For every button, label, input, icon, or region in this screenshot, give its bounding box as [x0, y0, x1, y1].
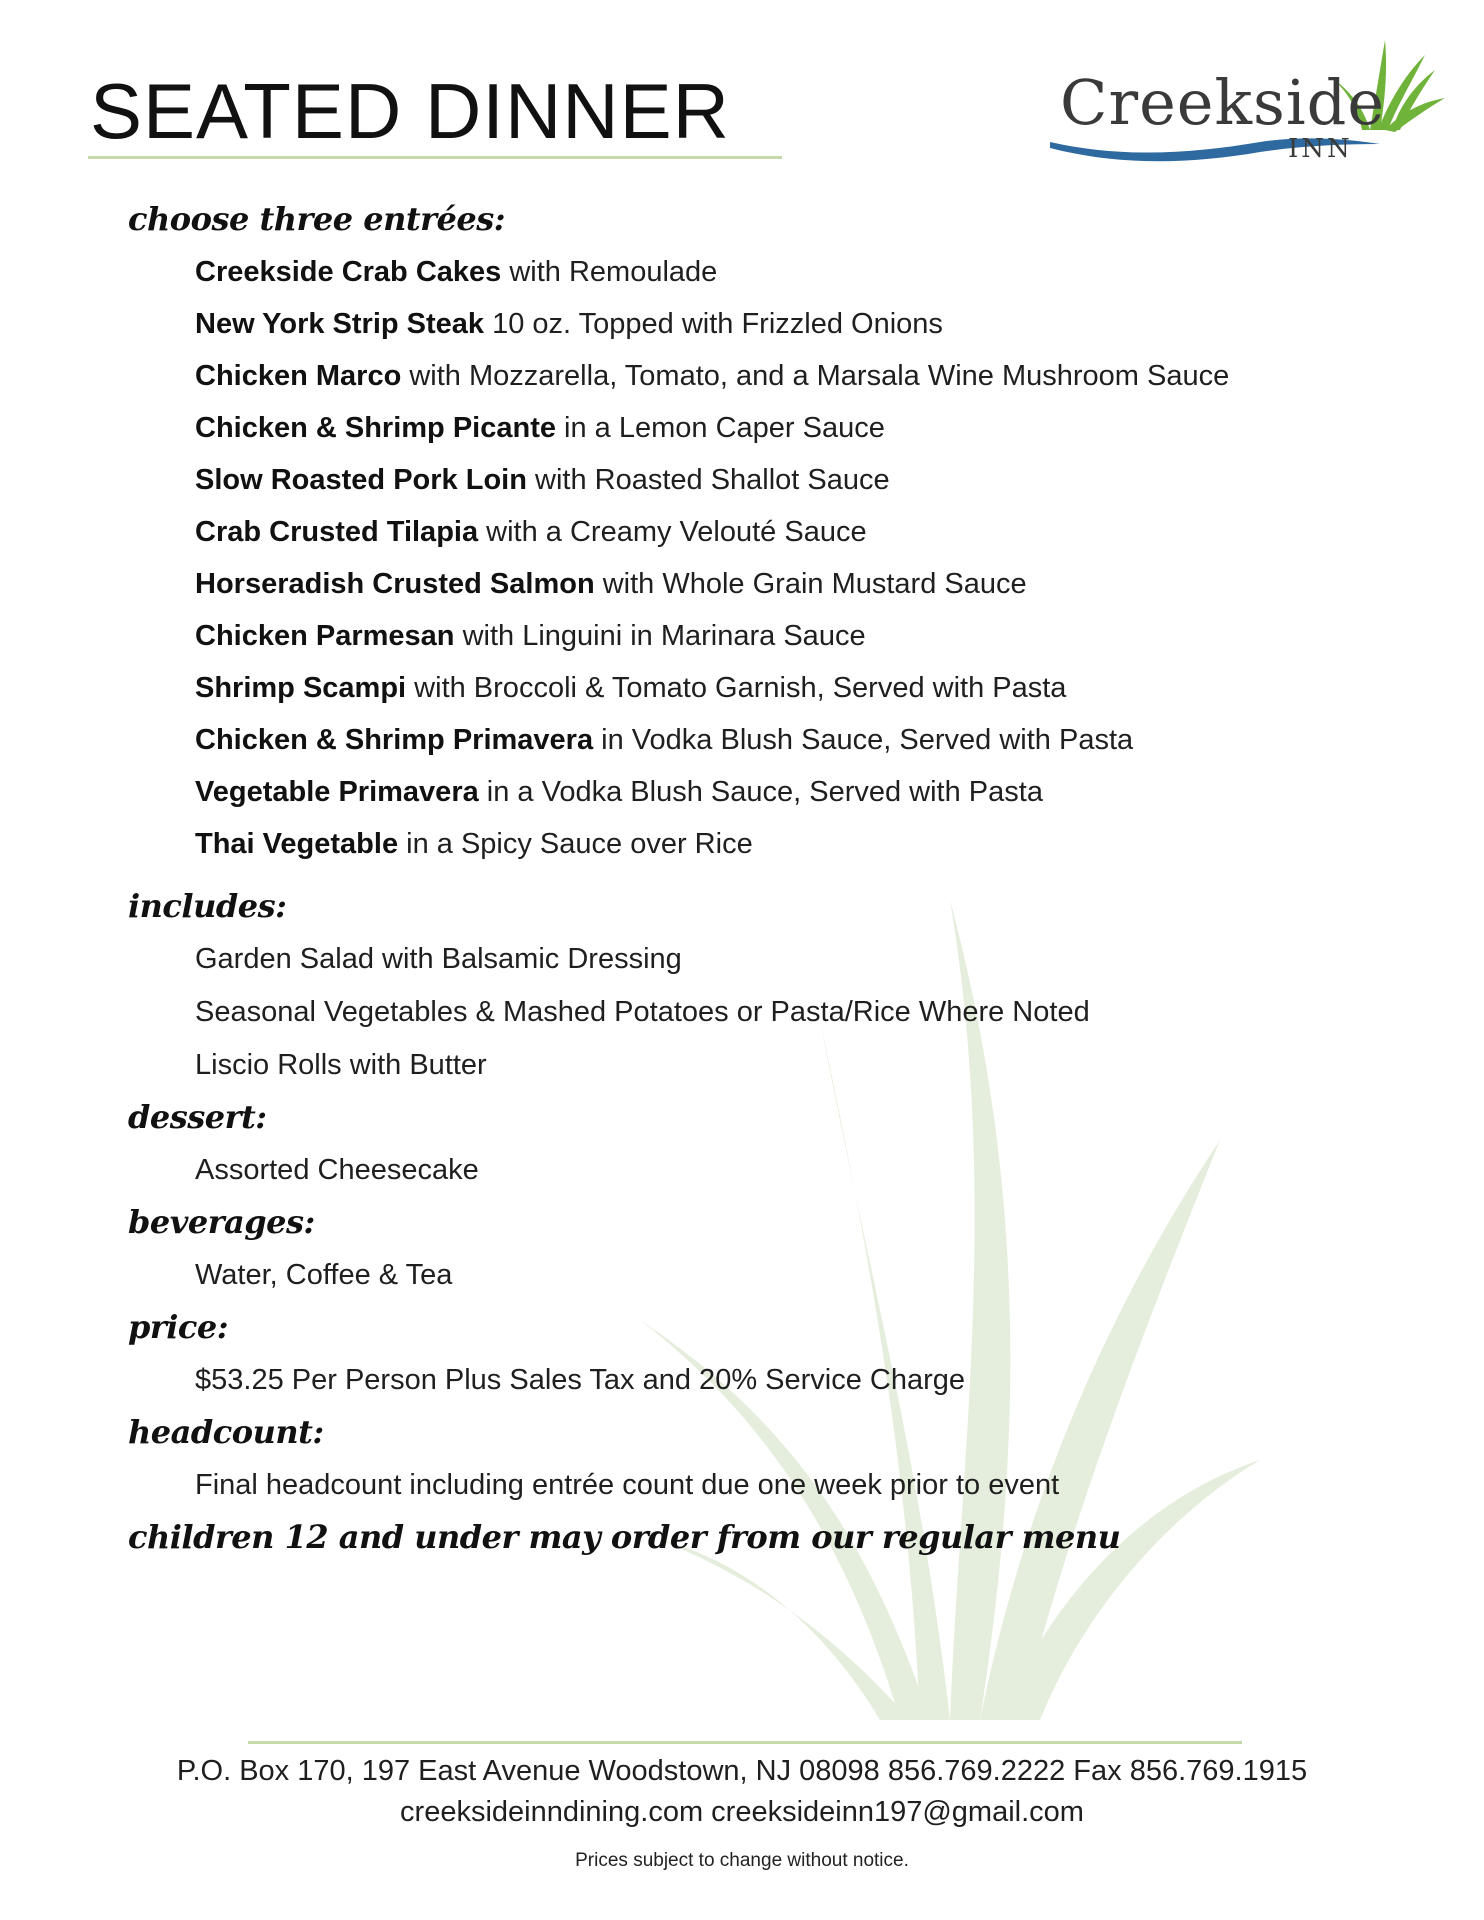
includes-item: Seasonal Vegetables & Mashed Potatoes or Pasta/Rice Where Noted [195, 996, 1090, 1028]
footer-disclaimer: Prices subject to change without notice. [575, 1850, 909, 1871]
entree-name: New York Strip Steak [195, 308, 485, 340]
entree-description: with a Creamy Velouté Sauce [478, 516, 867, 548]
creekside-inn-logo [1040, 30, 1450, 180]
logo-text: Creekside [1060, 66, 1386, 139]
entree-item [195, 776, 1368, 809]
beverages-heading: beverages: [128, 1203, 315, 1241]
includes-item: Garden Salad with Balsamic Dressing [195, 943, 682, 975]
footer-divider [248, 1741, 1242, 1744]
entree-list [128, 256, 1368, 861]
price-item: $53.25 Per Person Plus Sales Tax and 20% Service Charge [195, 1364, 966, 1396]
beverages-item: Water, Coffee & Tea [195, 1259, 453, 1291]
entree-name: Slow Roasted Pork Loin [195, 464, 527, 496]
entree-description: in a Spicy Sauce over Rice [398, 828, 753, 860]
entree-description: with Roasted Shallot Sauce [526, 464, 890, 496]
includes-heading: includes: [128, 887, 287, 925]
entree-name: Chicken Parmesan [195, 620, 455, 652]
logo-subtext: INN [1288, 134, 1353, 164]
entree-name: Thai Vegetable [195, 828, 399, 860]
headcount-heading: headcount: [128, 1413, 324, 1451]
entree-item [195, 828, 1368, 861]
entree-description: in a Vodka Blush Sauce, Served with Pasta [478, 776, 1043, 808]
entree-item [195, 360, 1368, 393]
entree-item [195, 568, 1368, 601]
menu-content [128, 200, 1368, 1556]
dessert-heading: dessert: [128, 1098, 267, 1136]
entree-name: Horseradish Crusted Salmon [195, 568, 595, 600]
entree-description: with Broccoli & Tomato Garnish, Served with Pasta [406, 672, 1067, 704]
entree-item [195, 464, 1368, 497]
entree-item [195, 672, 1368, 705]
includes-item: Liscio Rolls with Butter [195, 1049, 487, 1081]
entree-description: with Whole Grain Mustard Sauce [594, 568, 1027, 600]
entree-name: Vegetable Primavera [195, 776, 479, 808]
entree-description: with Linguini in Marinara Sauce [454, 620, 866, 652]
entree-description: in a Lemon Caper Sauce [556, 412, 885, 444]
headcount-item: Final headcount including entrée count due one week prior to event [195, 1469, 1060, 1501]
entree-item [195, 308, 1368, 341]
footer-web: creeksideinndining.com creeksideinn197@gmail.com [400, 1796, 1084, 1828]
price-heading: price: [128, 1308, 229, 1346]
dessert-item: Assorted Cheesecake [195, 1154, 479, 1186]
entree-name: Chicken Marco [195, 360, 402, 392]
entree-description: 10 oz. Topped with Frizzled Onions [484, 308, 943, 340]
entree-item [195, 724, 1368, 757]
entree-description: with Mozzarella, Tomato, and a Marsala Wine Mushroom Sauce [401, 360, 1230, 392]
title-divider [88, 156, 782, 159]
entree-name: Shrimp Scampi [195, 672, 407, 704]
children-note: children 12 and under may order from our regular menu [128, 1518, 1121, 1556]
entree-item [195, 516, 1368, 549]
entree-item [195, 412, 1368, 445]
includes-list [128, 943, 1368, 1082]
entree-name: Creekside Crab Cakes [195, 256, 502, 288]
entree-item [195, 256, 1368, 289]
entree-name: Crab Crusted Tilapia [195, 516, 479, 548]
entree-description: in Vodka Blush Sauce, Served with Pasta [593, 724, 1134, 756]
footer-address: P.O. Box 170, 197 East Avenue Woodstown, NJ 08098 856.769.2222 Fax 856.769.1915 [176, 1755, 1308, 1787]
entree-name: Chicken & Shrimp Primavera [195, 724, 594, 756]
page-title: SEATED DINNER [90, 67, 730, 155]
entree-item [195, 620, 1368, 653]
entree-description: with Remoulade [501, 256, 718, 288]
entrees-heading: choose three entrées: [128, 200, 506, 238]
entree-name: Chicken & Shrimp Picante [195, 412, 556, 444]
